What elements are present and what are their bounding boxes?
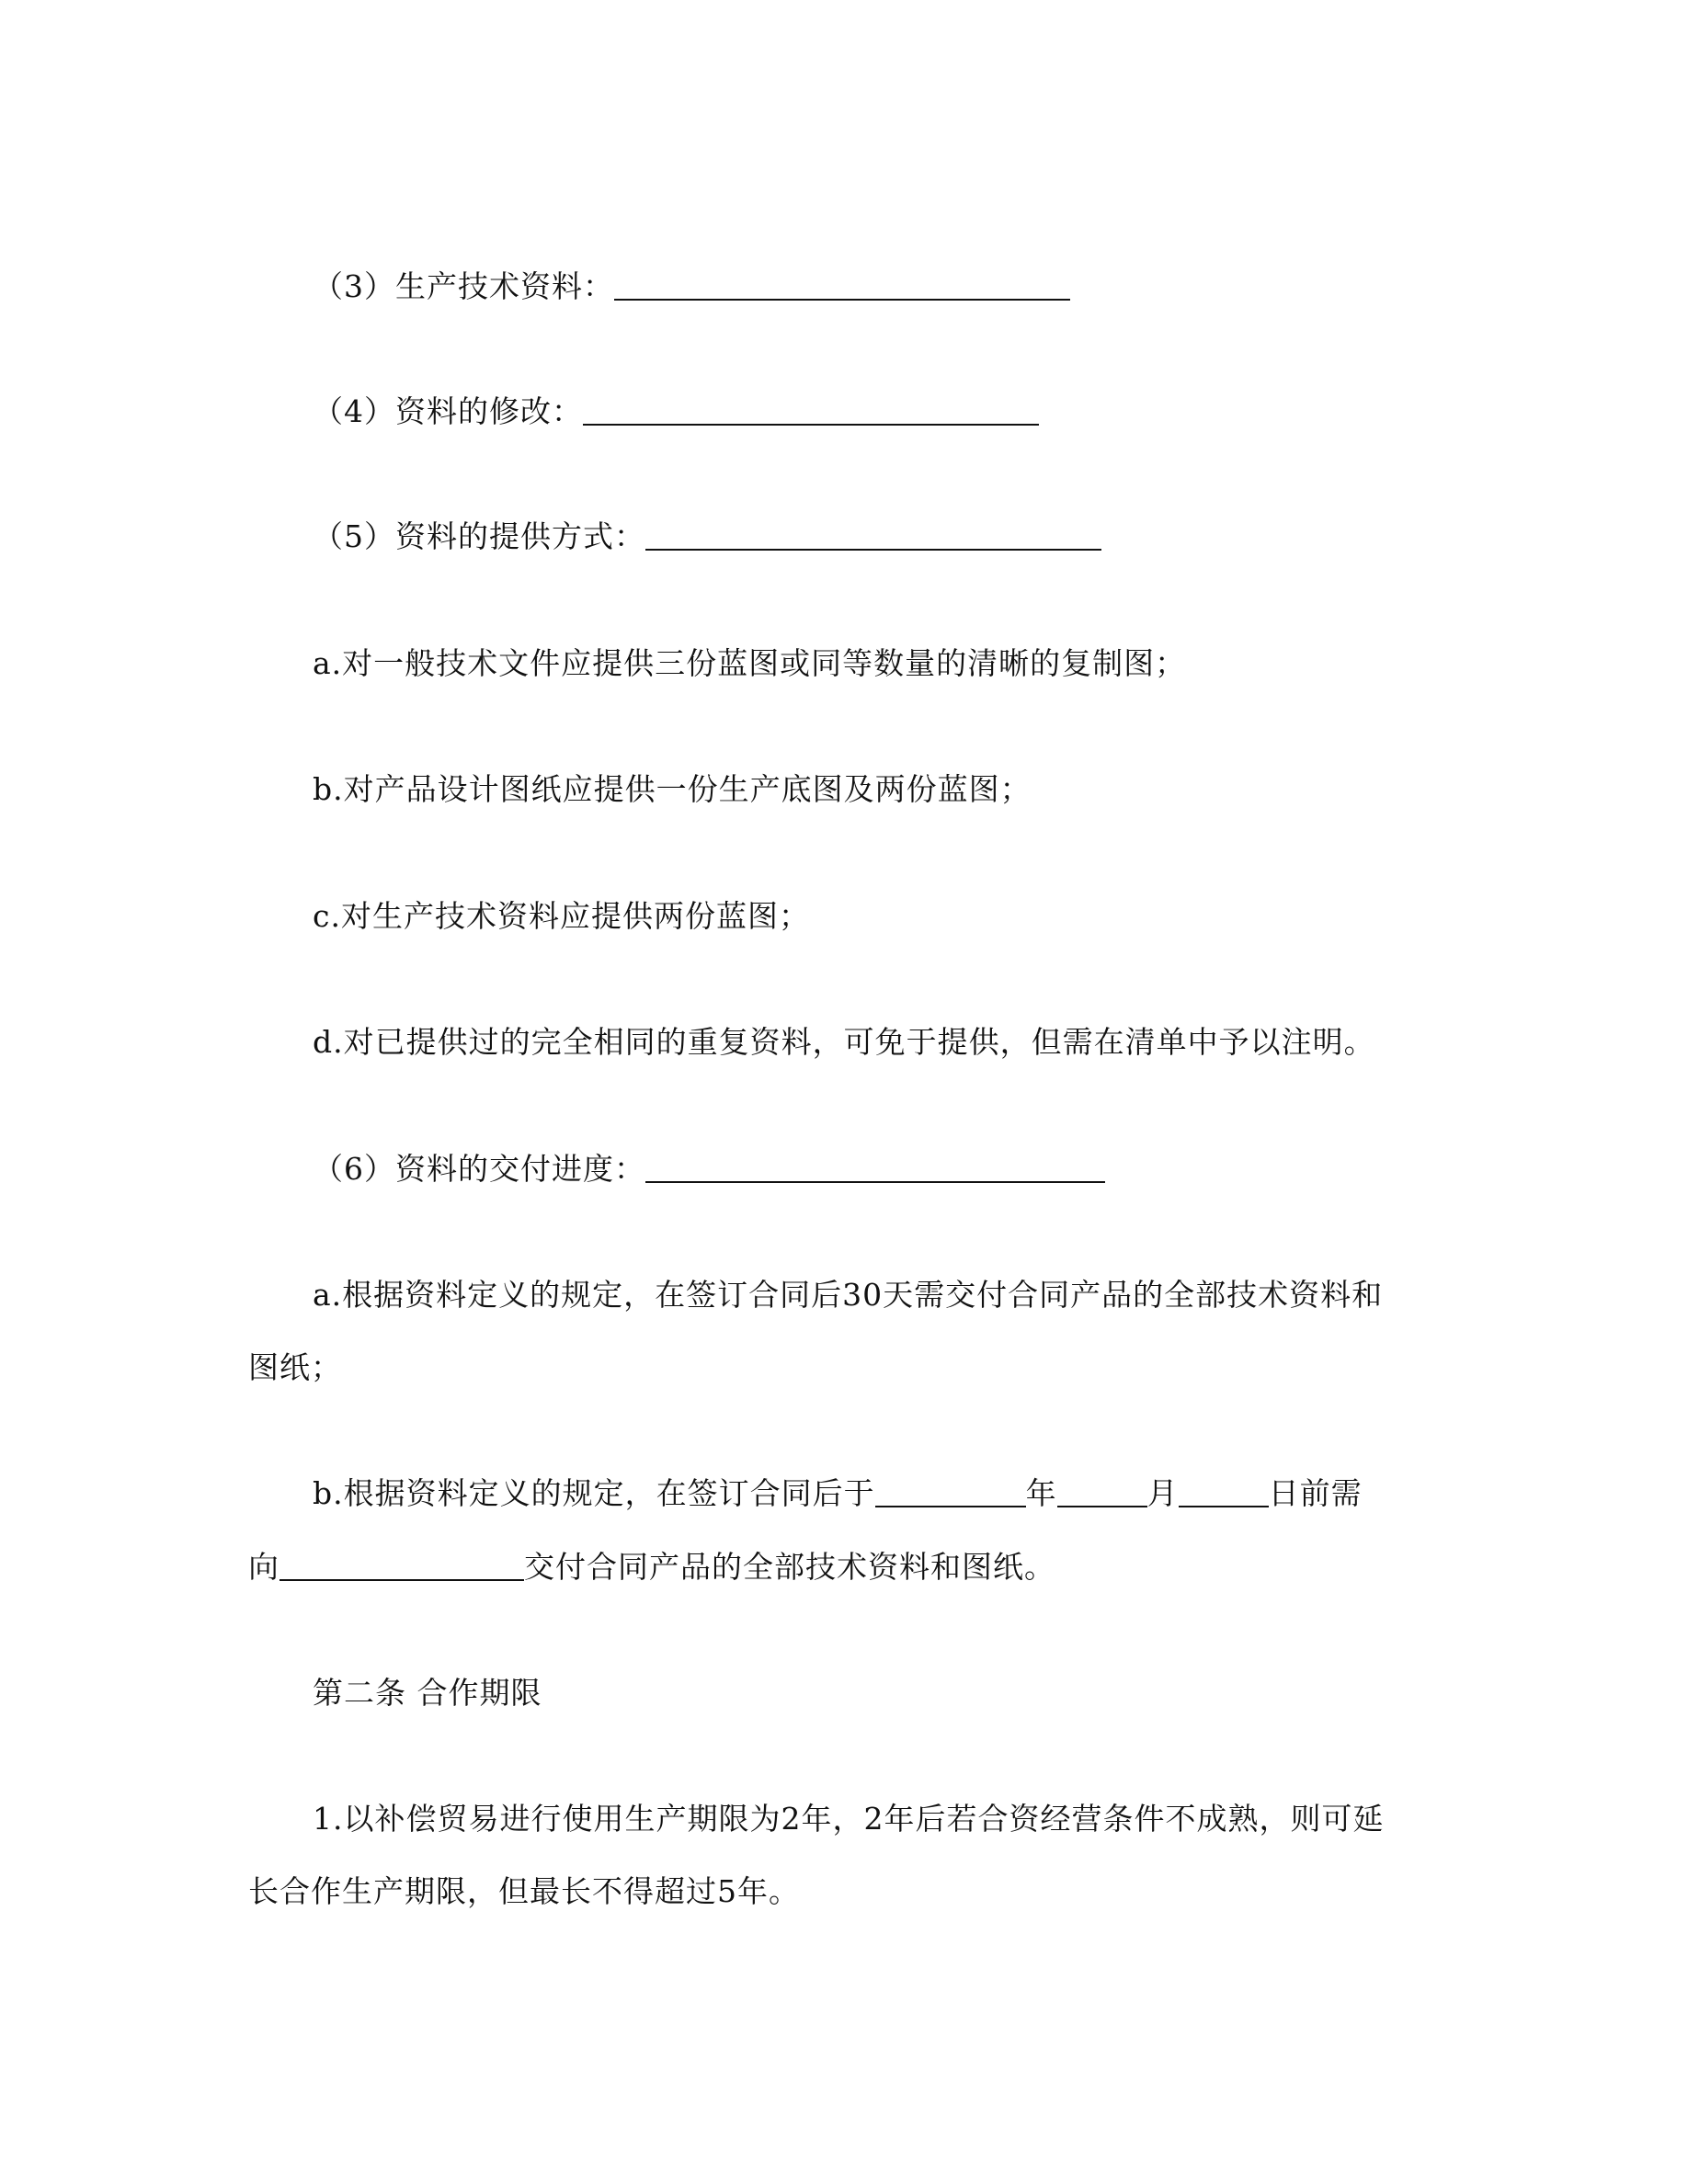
- sub-item-c-production-data: [313, 896, 810, 937]
- sub-item-d-duplicate-data: [313, 1022, 1375, 1063]
- sub-item-a-30-days-line1: [313, 1275, 1383, 1315]
- day-blank: [1179, 1474, 1269, 1507]
- article-2-clause-1-line2: [248, 1871, 800, 1912]
- fill-in-blank: [645, 1150, 1105, 1183]
- item-label: （3）生产技术资料：: [313, 268, 614, 304]
- recipient-blank: [279, 1548, 524, 1581]
- item-label: （5）资料的提供方式：: [313, 518, 645, 554]
- sub-item-b-date-line1: [313, 1473, 1363, 1514]
- article-2-heading: [313, 1673, 542, 1713]
- month-label: 月: [1146, 1475, 1179, 1511]
- fill-in-blank: [614, 267, 1070, 301]
- day-label: 日前需: [1268, 1475, 1363, 1511]
- sub-item-b-design-drawings: [313, 769, 1032, 810]
- year-label: 年: [1025, 1475, 1057, 1511]
- section-heading: 第二条 合作期限: [313, 1675, 542, 1711]
- item-label: （4）资料的修改：: [313, 393, 583, 429]
- article-2-clause-1-line1: [313, 1799, 1384, 1839]
- paragraph-text: c.对生产技术资料应提供两份蓝图；: [313, 898, 810, 934]
- year-blank: [875, 1474, 1026, 1507]
- sub-item-a-general-docs: [313, 643, 1186, 684]
- item-6-delivery-schedule: [313, 1149, 1105, 1189]
- paragraph-text: b.对产品设计图纸应提供一份生产底图及两份蓝图；: [313, 771, 1032, 807]
- paragraph-text: 长合作生产期限，但最长不得超过5年。: [248, 1873, 800, 1909]
- paragraph-text: 图纸；: [248, 1349, 342, 1385]
- item-4-data-modification: [313, 392, 1039, 432]
- paragraph-text: a.根据资料定义的规定，在签订合同后30天需交付合同产品的全部技术资料和: [313, 1277, 1384, 1313]
- fill-in-blank: [645, 518, 1101, 551]
- paragraph-text: 1.以补偿贸易进行使用生产期限为2年，2年后若合资经营条件不成熟，则可延: [313, 1801, 1385, 1837]
- sub-item-a-30-days-line2: [248, 1348, 342, 1388]
- paragraph-text: a.对一般技术文件应提供三份蓝图或同等数量的清晰的复制图；: [313, 645, 1187, 681]
- item-5-delivery-method: [313, 517, 1101, 557]
- fill-in-blank: [583, 392, 1039, 426]
- item-3-production-tech-data: [313, 267, 1070, 307]
- month-blank: [1057, 1474, 1147, 1507]
- paragraph-text: 交付合同产品的全部技术资料和图纸。: [524, 1549, 1055, 1585]
- paragraph-text: 向: [248, 1549, 279, 1585]
- paragraph-text: b.根据资料定义的规定，在签订合同后于: [313, 1475, 875, 1511]
- item-label: （6）资料的交付进度：: [313, 1151, 645, 1187]
- paragraph-text: d.对已提供过的完全相同的重复资料，可免于提供，但需在清单中予以注明。: [313, 1024, 1375, 1060]
- sub-item-b-date-line2: [248, 1547, 1055, 1587]
